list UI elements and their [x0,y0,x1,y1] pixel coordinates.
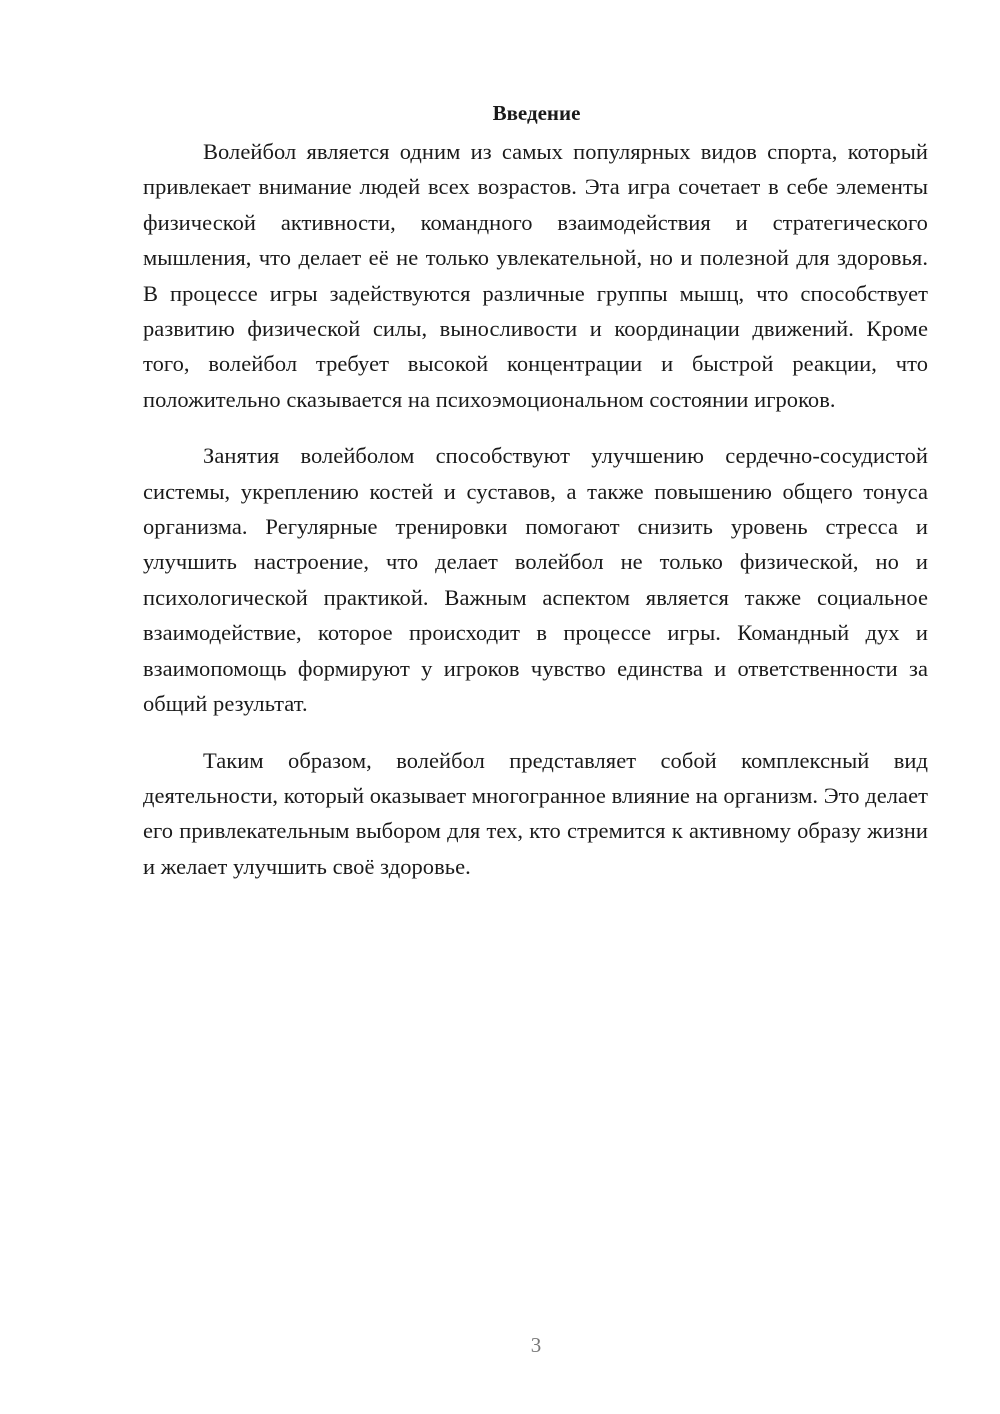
paragraph-3: Таким образом, волейбол представляет собой комплексный вид деятельности, который оказывает многогранное влияние на организм. Это делает его привлекательным выбором для тех, кто стремится к активному образу жизни и желает улучшить своё здоровье. [143,747,929,879]
section-title: Введение [492,101,581,125]
page-content [143,98,928,905]
paragraph-2: Занятия волейболом способствуют улучшению сердечно-сосудистой системы, укреплению костей и суставов, а также повышению общего тонуса организма. Регулярные тренировки помогают снизить уровень стресса и улучшить настроение, что делает волейбол не только физической, но и психологической практикой. Важным аспектом является также социальное взаимодействие, которое происходит в процессе игры. Командный дух и взаимопомощь формируют у игроков чувство единства и ответственности за общий результат. [143,443,928,717]
paragraph-1: Волейбол является одним из самых популярных видов спорта, который привлекает внимание людей всех возрастов. Эта игра сочетает в себе элементы физической активности, командного взаимодействия и стратегического мышления, что делает её не только увлекательной, но и полезной для здоровья. В процессе игры задействуются различные группы мышц, что способствует развитию физической силы, выносливости и координации движений. Кроме того, волейбол требует высокой концентрации и быстрой реакции, что положительно сказывается на психоэмоциональном состоянии игроков. [143,139,928,412]
page-number: 3 [530,1333,542,1357]
